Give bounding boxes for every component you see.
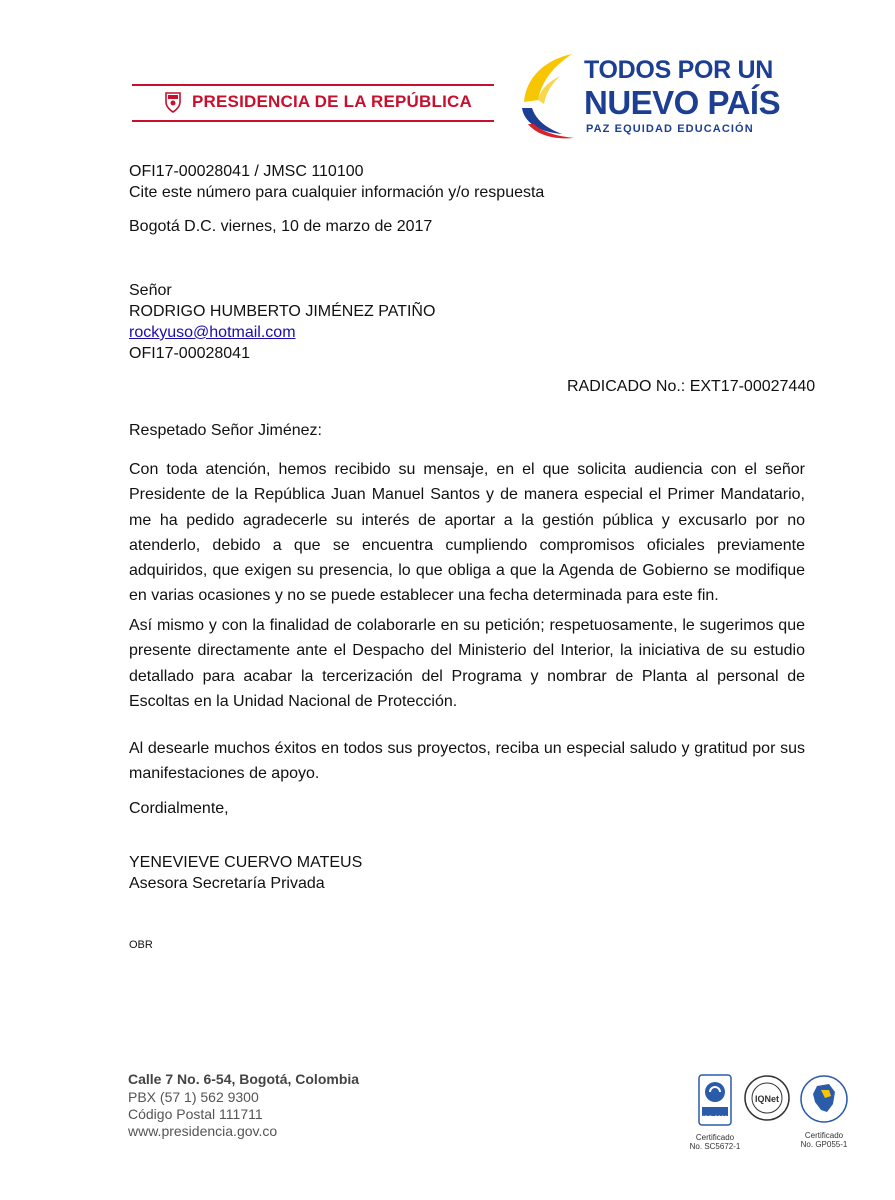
reference-note: Cite este número para cualquier información y/o respuesta: [129, 184, 545, 201]
reference-number: OFI17-00028041 / JMSC 110100: [129, 163, 364, 180]
iqnet-badge-label: IQNet: [754, 1094, 779, 1104]
iso-caption-2: No. SC5672-1: [689, 1142, 741, 1151]
closing: Cordialmente,: [129, 800, 229, 817]
iso-caption-1: Certificado: [695, 1133, 735, 1142]
iso-badge-label: ISO 9001: [702, 1116, 728, 1122]
gp-caption-1: Certificado: [804, 1131, 844, 1140]
radicado-number: RADICADO No.: EXT17-00027440: [567, 378, 816, 395]
body-paragraph-1: Con toda atención, hemos recibido su mensaje, en el que solicita audiencia con el señor Presidente de la República Juan Manuel Santos y de manera especial el Primer Mandatario, me ha pedido agradecerle su interés de aportar a la gestión pública y excusarlo por no atenderlo, debido a que se encuentra cumpliendo compromisos oficiales previamente adquiridos, que exigen su presencia, lo que obliga a que la Agenda de Gobierno se modifique en varias ocasiones y no se puede establecer una fecha determinada para este fin.: [129, 461, 805, 605]
colombia-map-seal-icon: [799, 1074, 849, 1124]
letter-date: Bogotá D.C. viernes, 10 de marzo de 2017: [129, 218, 433, 235]
gp-caption-2: No. GP055-1: [800, 1140, 848, 1149]
header-rule-bottom: [132, 120, 494, 122]
footer-website[interactable]: www.presidencia.gov.co: [128, 1123, 278, 1139]
initials: OBR: [129, 939, 153, 951]
presidencia-logo: [132, 82, 494, 122]
flag-swoosh-icon: [518, 50, 582, 142]
footer-address: Calle 7 No. 6-54, Bogotá, Colombia: [128, 1071, 360, 1087]
body-paragraph-2: Así mismo y con la finalidad de colaborarle en su petición; respetuosamente, le sugerimos que presente directamente ante el Despacho del Ministerio del Interior, la iniciativa de su estudio detallado para acabar la tercerización del Programa y nombrar de Planta al personal de Escoltas en la Unidad Nacional de Protección.: [129, 617, 805, 710]
recipient-email-link[interactable]: rockyuso@hotmail.com: [129, 324, 296, 341]
iqnet-certificate-badge: [740, 1074, 794, 1104]
todos-por-un-nuevo-pais-logo: [518, 50, 781, 142]
gp-certificate-badge: [794, 1074, 854, 1149]
iso-certificate-badge: [688, 1074, 742, 1151]
recipient-name: RODRIGO HUMBERTO JIMÉNEZ PATIÑO: [129, 303, 436, 320]
footer-phone: PBX (57 1) 562 9300: [128, 1089, 259, 1105]
greeting: Respetado Señor Jiménez:: [129, 422, 322, 439]
footer-postal: Código Postal 111711: [128, 1106, 263, 1122]
signer-name: YENEVIEVE CUERVO MATEUS: [129, 854, 363, 871]
slogan-line-3: PAZ EQUIDAD EDUCACIÓN: [586, 123, 754, 135]
recipient-reference: OFI17-00028041: [129, 345, 250, 362]
body-paragraph-3: Al desearle muchos éxitos en todos sus proyectos, reciba un especial saludo y gratitud por sus manifestaciones de apoyo.: [129, 740, 805, 783]
presidencia-title: PRESIDENCIA DE LA REPÚBLICA: [192, 92, 472, 111]
slogan-line-1: TODOS POR UN: [584, 56, 774, 84]
salutation-title: Señor: [129, 282, 172, 299]
slogan-line-2: NUEVO PAÍS: [584, 84, 781, 121]
signer-title: Asesora Secretaría Privada: [129, 875, 325, 892]
header-rule-top: [132, 84, 494, 86]
coat-of-arms-icon: [163, 90, 183, 114]
